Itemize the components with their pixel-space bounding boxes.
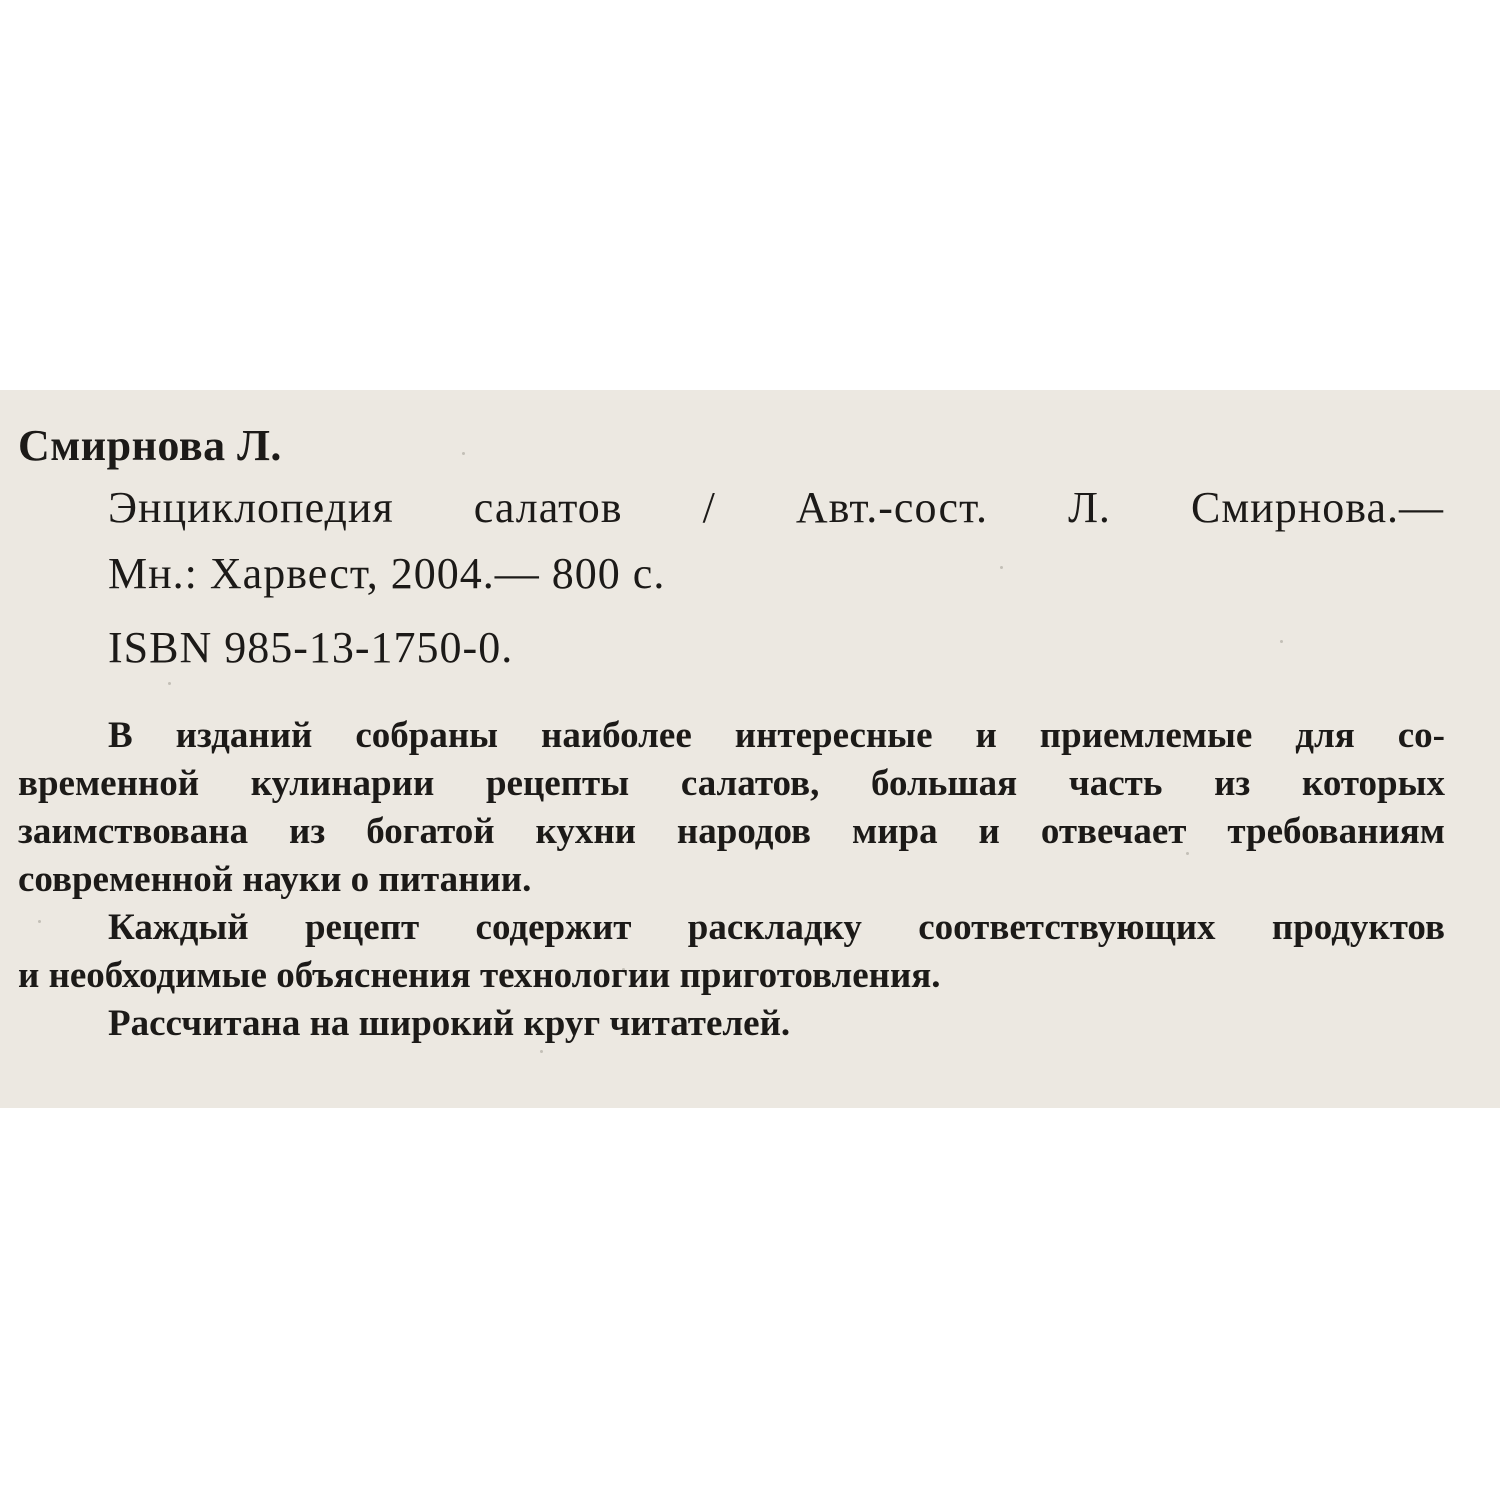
paper-speck	[38, 920, 41, 923]
annotation-line: В изданий собраны наиболее интересные и приемлемые для со-	[108, 715, 1445, 756]
annotation-line: временной кулинарии рецепты салатов, большая часть из которых	[18, 763, 1445, 804]
annotation-line: Каждый рецепт содержит раскладку соответствующих продуктов	[108, 907, 1445, 948]
paper-speck	[540, 1050, 543, 1053]
title-statement: Энциклопедия салатов / Авт.-сост. Л. Смирнова.—	[108, 483, 1444, 532]
paper-speck	[168, 682, 171, 685]
author-heading: Смирнова Л.	[18, 421, 282, 470]
catalog-card	[0, 390, 1500, 1108]
paper-speck	[1000, 566, 1003, 569]
annotation-line: и необходимые объяснения технологии приготовления.	[18, 955, 941, 996]
annotation-line: заимствована из богатой кухни народов мира и отвечает требованиям	[18, 811, 1445, 852]
isbn: ISBN 985-13-1750-0.	[108, 623, 514, 672]
annotation-line: Рассчитана на широкий круг читателей.	[108, 1003, 791, 1044]
annotation-line: современной науки о питании.	[18, 859, 532, 900]
publication-info: Мн.: Харвест, 2004.— 800 с.	[108, 549, 666, 598]
paper-speck	[1280, 640, 1283, 643]
paper-speck	[462, 452, 465, 455]
